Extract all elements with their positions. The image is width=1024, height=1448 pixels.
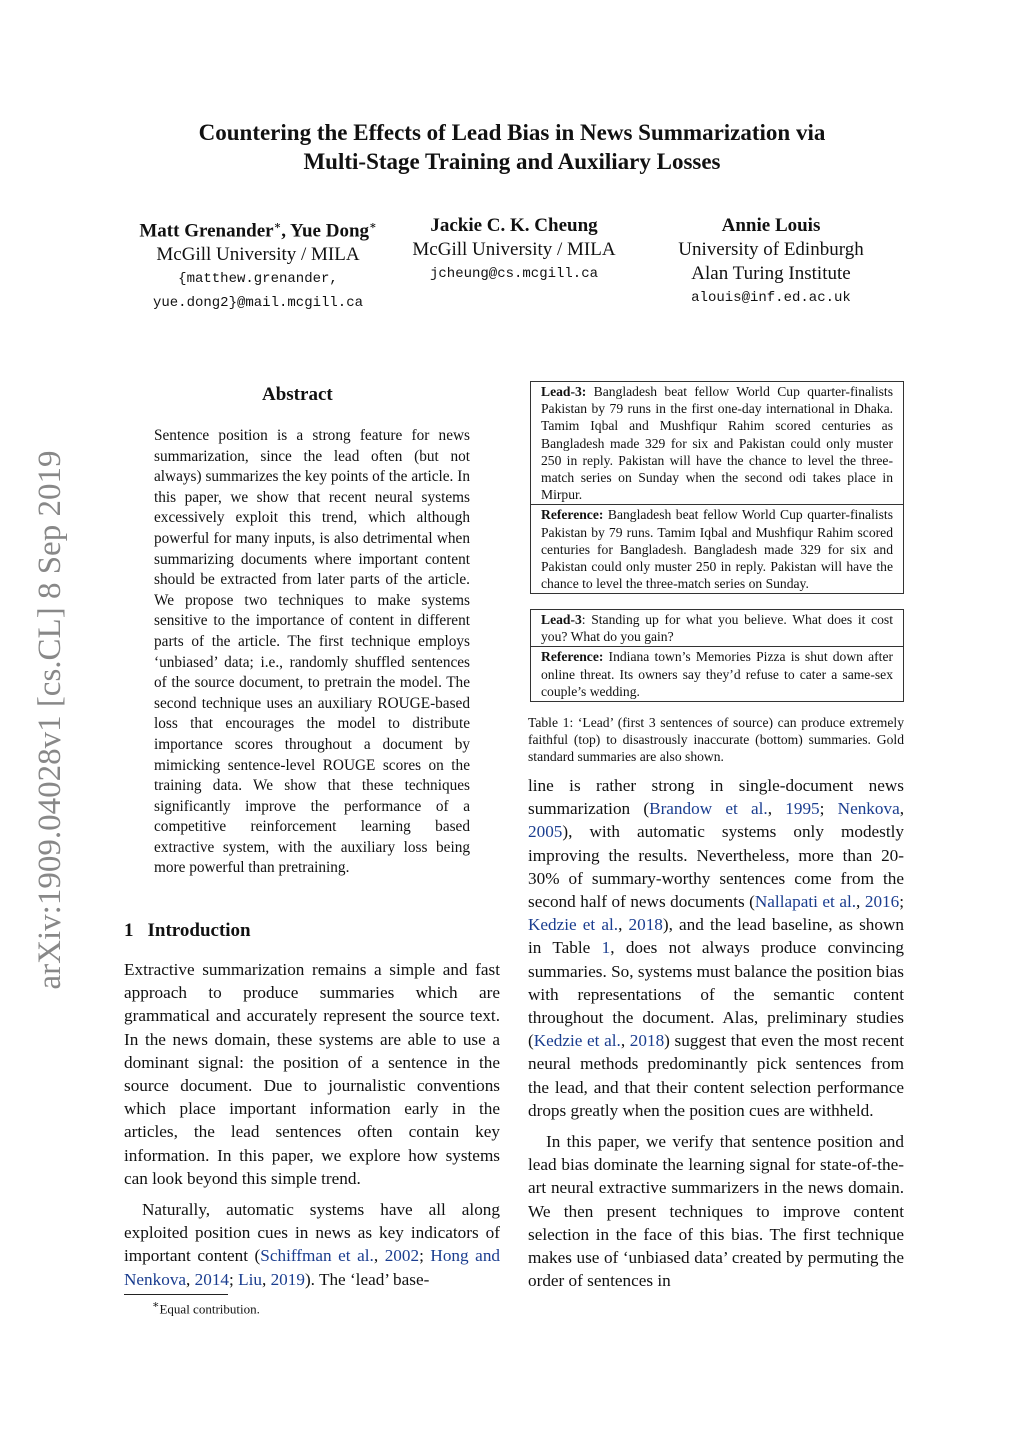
section-number: 1 xyxy=(124,920,134,941)
footnote xyxy=(152,1298,260,1317)
section-title: Introduction xyxy=(147,920,251,941)
footnote-mark: ∗ xyxy=(152,1299,160,1311)
author-block-1 xyxy=(128,214,388,315)
author-email: yue.dong2}@mail.mcgill.ca xyxy=(152,295,364,312)
citation-link[interactable]: Brandow et al. xyxy=(649,799,768,819)
cell-text: : Standing up for what you believe. What does it cost you? What do you gain? xyxy=(541,612,893,645)
paper-title xyxy=(0,118,1024,176)
citation-link[interactable]: 2005 xyxy=(528,822,563,842)
citation-link[interactable]: 2018 xyxy=(628,915,663,935)
equal-contribution-mark: ∗ xyxy=(273,220,282,232)
citation-link[interactable]: 2016 xyxy=(864,892,900,912)
author-email: jcheung@cs.mcgill.ca xyxy=(429,266,599,282)
footnote-rule xyxy=(124,1294,228,1295)
author-name: Jackie C. K. Cheung xyxy=(430,215,598,236)
author-affiliation: University of Edinburgh xyxy=(678,239,864,260)
cell-text: Indiana town’s Memories Pizza is shut down after online threat. Its owners say they’d refuse to cater a same-sex couple’s wedding. xyxy=(541,649,893,699)
table-ref-link[interactable]: 1 xyxy=(601,938,611,958)
cell-label: Reference: xyxy=(541,649,604,665)
citation-link[interactable]: 2014 xyxy=(194,1269,230,1289)
author-block-3 xyxy=(656,214,886,310)
abstract-text: Sentence position is a strong feature for news summarization, since the lead often (but not always) summarizes the key points of the article. In this paper, we show that recent neural systems excessively exploit this trend, which although powerful for many inputs, is also detrimental when summarizing documents where important content should be extracted from later parts of the article. We propose two techniques to make systems sensitive to the importance of content in different parts of the article. The first technique employs ‘unbiased’ data; i.e., randomly shuffled sentences of the source document, to pretrain the model. The second technique uses an auxiliary ROUGE-based loss that encourages the model to distribute importance scores throughout a document by mimicking sentence-level ROUGE scores on the training data. We show that these techniques significantly improve the performance of a competitive reinforcement learning based extractive system, with the auxiliary loss being more powerful than pretraining. xyxy=(154,427,470,877)
cell-text: Bangladesh beat fellow World Cup quarter-finalists Pakistan by 79 runs. Tamim Iqbal and Mushfiqur Rahim scored centuries for Bangladesh. Bangladesh made 329 for six and Pakistan could only muster 250 in reply. Pakistan will have the chance to level the three-match series on Sunday. xyxy=(541,507,893,592)
right-column xyxy=(528,774,904,1292)
cell-text: Bangladesh beat fellow World Cup quarter-finalists Pakistan by 79 runs in the first one-day international in Dhaka. Tamim Iqbal and Mushfiqur Rahim scored centuries as Bangladesh made 329 for six and Pakistan could only muster 250 in reply. Pakistan will have the chance to level the three-match series on Sunday when the second odi takes place in Mirpur. xyxy=(541,384,893,503)
citation-link[interactable]: Kedzie et al. xyxy=(533,1031,621,1051)
intro-paragraph-1: Extractive summarization remains a simple and fast approach to produce summaries which are grammatical and accurately represent the source text. In the news domain, these systems are able to use a dominant signal: the position of a sentence in the source document. Due to journalistic conventions which place important information early in the articles, the lead sentences often contain key information. In this paper, we explore how systems can look beyond this simple trend. xyxy=(124,960,500,1188)
citation-link[interactable]: Liu xyxy=(238,1269,262,1289)
section-heading xyxy=(124,920,251,942)
citation-link[interactable]: 1995 xyxy=(785,799,820,819)
citation-link[interactable]: 2019 xyxy=(270,1269,305,1289)
author-name: Annie Louis xyxy=(721,215,821,236)
title-line-2: Multi-Stage Training and Auxiliary Losses xyxy=(303,149,721,174)
arxiv-stamp: arXiv:1909.04028v1 [cs.CL] 8 Sep 2019 xyxy=(32,450,68,990)
citation-link[interactable]: 2002 xyxy=(384,1246,420,1266)
citation-link[interactable]: Nenkova xyxy=(837,799,900,819)
citation-link[interactable]: Kedzie et al. xyxy=(528,915,619,935)
author-email: alouis@inf.ed.ac.uk xyxy=(691,290,851,306)
citation-link[interactable]: Schiffman et al. xyxy=(260,1246,374,1266)
table-cell-lead xyxy=(531,610,903,646)
table-cell-reference xyxy=(531,646,903,701)
author-affiliation: Alan Turing Institute xyxy=(691,263,851,284)
citation-link[interactable]: Hong and Nenkova xyxy=(124,1246,501,1289)
table-cell-lead xyxy=(531,382,903,504)
title-line-1: Countering the Effects of Lead Bias in News Summarization via xyxy=(198,120,826,145)
cell-label: Lead-3: xyxy=(541,384,587,399)
author-block-2 xyxy=(394,214,634,286)
table-caption: Table 1: ‘Lead’ (first 3 sentences of source) can produce extremely faithful (top) to disastrously inaccurate (bottom) summaries. Gold standard summaries are also shown. xyxy=(528,715,904,764)
intro-paragraph-2: Naturally, automatic systems have all along exploited position cues in news as key indicators of important content (Schiffman et al., 2002; Hong and Nenkova, 2014; Liu, 2019). The ‘lead’ base- xyxy=(124,1200,501,1289)
author-email: {matthew.grenander, xyxy=(178,271,338,288)
footnote-text: Equal contribution. xyxy=(159,1301,260,1317)
intro-paragraph-4: In this paper, we verify that sentence position and lead bias dominate the learning signal for state-of-the-art neural extractive summarizers in the news domain. We then present techniques to improve content selection in the face of this bias. The first technique makes use of ‘unbiased data’ created by permuting the order of sentences in xyxy=(528,1132,904,1291)
author-names: Matt Grenander∗, Yue Dong∗ xyxy=(139,220,377,242)
left-column xyxy=(124,958,500,1291)
table1-example-1 xyxy=(530,381,904,594)
author-affiliation: McGill University / MILA xyxy=(156,244,360,266)
table-cell-reference xyxy=(531,504,903,593)
abstract-heading: Abstract xyxy=(262,384,333,405)
intro-paragraph-3: line is rather strong in single-document news summarization (Brandow et al., 1995; Nenkova, 2005), with automatic systems only modestly improving the results. Nevertheless, more than 20-30% of summary-worthy sentences come from the second half of news documents (Nallapati et al., 2016; Kedzie et al., 2018), and the lead baseline, as shown in Table 1, does not always produce convincing summaries. So, systems must balance the position bias with representations of the semantic content throughout the document. Alas, preliminary studies (Kedzie et al., 2018) suggest that even the most recent neural methods predominantly pick sentences from the lead, and that their content selection performance drops greatly when the position cues are withheld. xyxy=(528,776,905,1120)
table1-example-2 xyxy=(530,609,904,702)
citation-link[interactable]: 2018 xyxy=(629,1031,665,1051)
equal-contribution-mark: ∗ xyxy=(369,220,377,232)
author-affiliation: McGill University / MILA xyxy=(412,239,616,260)
citation-link[interactable]: Nallapati et al. xyxy=(754,892,857,912)
cell-label: Reference: xyxy=(541,507,604,523)
cell-label: Lead-3 xyxy=(541,612,582,627)
